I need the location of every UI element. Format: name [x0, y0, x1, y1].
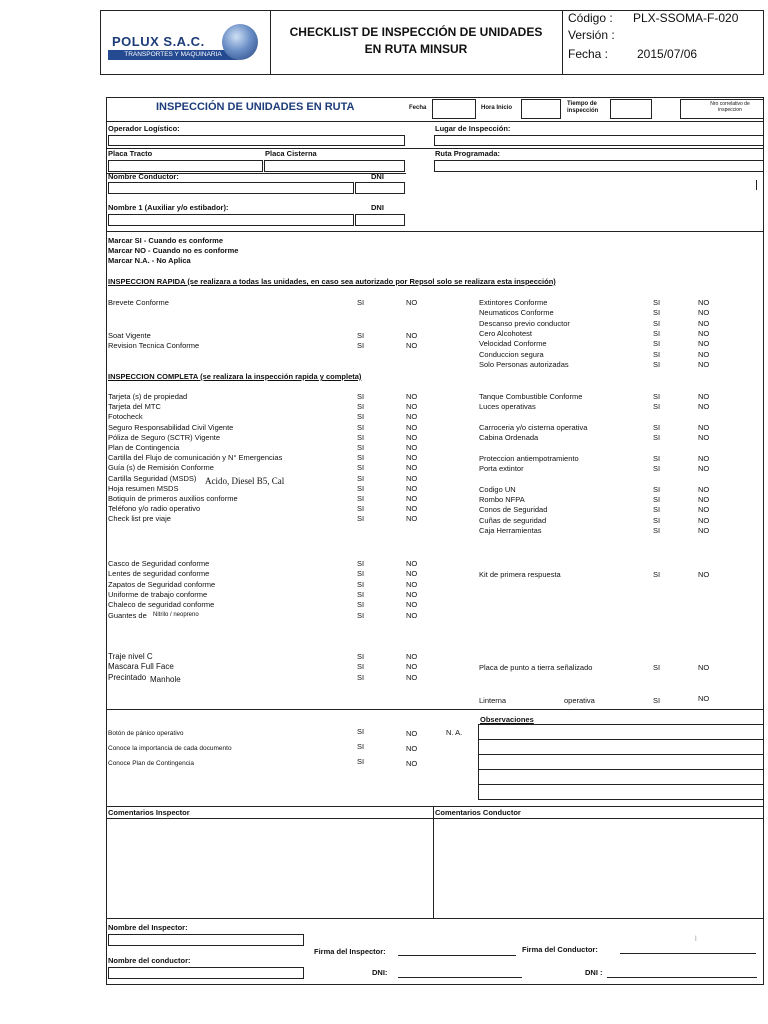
completa-right-item-label: Caja Herramientas [479, 526, 542, 535]
completa-left-item-no: NO [406, 392, 418, 401]
kit-no: NO [698, 570, 710, 579]
marcar-no-text: Marcar NO - Cuando no es conforme [108, 246, 239, 255]
traje-item-no: NO [406, 662, 418, 672]
placa-no: NO [698, 663, 710, 672]
hora-inicio-input[interactable] [521, 99, 561, 119]
completa-left-item-label: Póliza de Seguro (SCTR) Vigente [108, 432, 221, 442]
divider [106, 231, 764, 232]
company-subtitle: TRANSPORTES Y MAQUINARIA [108, 50, 238, 60]
completa-left-item-si: SI [357, 494, 365, 503]
completa-left-item-no: NO [406, 443, 418, 452]
completa-left-item-label: Tarjeta (s) de propiedad [108, 392, 188, 401]
firma-inspector-line[interactable] [398, 955, 516, 956]
epp-item-label: Chaleco de seguridad conforme [108, 600, 215, 610]
epp-item-no: NO [406, 559, 418, 568]
company-name: POLUX S.A.C. [112, 34, 205, 49]
header-divider-2 [562, 10, 563, 75]
placa-si: SI [653, 663, 661, 672]
precintado-note: Manhole [150, 675, 181, 684]
nombre-inspector-input[interactable] [108, 934, 304, 946]
completa-left-item-si: SI [357, 463, 365, 473]
observaciones-label: Observaciones [480, 715, 534, 724]
tiempo-label: Tiempo de inspección [567, 101, 599, 114]
completa-left-item-si: SI [357, 504, 365, 514]
rapida-right-item-label: Conduccion segura [479, 349, 544, 359]
linterna-si: SI [653, 696, 661, 705]
codigo-label: Código : [568, 11, 613, 25]
divider [106, 709, 764, 710]
completa-left-item-no: NO [406, 514, 418, 524]
lugar-input[interactable] [434, 135, 764, 146]
completa-left-item-label: Botiquín de primeros auxilios conforme [108, 494, 238, 503]
completa-left-item-no: NO [406, 432, 418, 442]
rapida-left-item-no: NO [406, 331, 418, 340]
completa-right-item-label: Cabina Ordenada [479, 433, 539, 442]
rapida-right-item-si: SI [653, 349, 661, 359]
conductor-dni-input[interactable] [355, 182, 405, 194]
completa-right-item-no: NO [698, 433, 710, 442]
final-item-label: Botón de pánico operativo [108, 730, 184, 737]
completa-right-item-label: Luces operativas [479, 402, 536, 411]
auxiliar-input[interactable] [108, 214, 354, 226]
completa-right-item-label: Conos de Seguridad [479, 505, 548, 514]
placa-cisterna-input[interactable] [264, 160, 405, 172]
divider [106, 121, 764, 122]
auxiliar-dni-input[interactable] [355, 214, 405, 226]
completa-left-item-label: Tarjeta del MTC [108, 402, 161, 412]
version-label: Versión : [568, 28, 615, 42]
epp-item-label: Uniforme de trabajo conforme [108, 589, 208, 599]
completa-right-item-label: Tanque Combustible Conforme [479, 392, 583, 401]
dni-inspector-label: DNI: [372, 968, 388, 977]
completa-right-item-label: Codigo UN [479, 485, 516, 494]
dni-label: DNI [371, 203, 384, 212]
comentarios-inspector-area[interactable] [108, 820, 432, 916]
globe-logo-icon [222, 24, 258, 60]
completa-left-item-label: Hoja resumen MSDS [108, 483, 179, 493]
completa-left-item-label: Fotocheck [108, 412, 143, 422]
traje-item-label: Traje nivel C [108, 652, 153, 661]
final-item-si: SI [357, 727, 365, 736]
rapida-right-item-si: SI [653, 298, 661, 307]
epp-item-si: SI [357, 600, 365, 610]
epp-item-si: SI [357, 610, 365, 620]
guantes-note: Nitrilo / neopreno [153, 612, 199, 618]
completa-left-item-si: SI [357, 514, 365, 524]
placa-tracto-label: Placa Tracto [108, 149, 153, 158]
completa-right-item-si: SI [653, 433, 661, 442]
traje-item-si: SI [357, 652, 365, 661]
completa-right-item-no: NO [698, 495, 710, 504]
completa-left-item-label: Cartilla del Flujo de comunicación y N° Emergencias [108, 453, 283, 463]
rapida-left-item-label: Soat Vigente [108, 331, 151, 340]
lugar-label: Lugar de Inspección: [435, 124, 511, 133]
completa-right-item-no: NO [698, 505, 710, 514]
dni-label: DNI [371, 172, 384, 181]
divider [478, 754, 764, 755]
placa-label: Placa de punto a tierra señalizado [479, 663, 593, 672]
firma-conductor-label: Firma del Conductor: [522, 945, 598, 954]
epp-item-label: Zapatos de Seguridad conforme [108, 579, 216, 589]
divider [478, 739, 764, 740]
rapida-right-item-no: NO [698, 308, 710, 318]
divider [478, 784, 764, 785]
traje-item-no: NO [406, 672, 418, 682]
divider [106, 818, 764, 819]
rapida-left-item-label: Revision Tecnica Conforme [108, 341, 200, 350]
marcar-na-text: Marcar N.A. - No Aplica [108, 256, 191, 265]
rapida-right-item-no: NO [698, 359, 710, 369]
conductor-label: Nombre Conductor: [108, 172, 179, 181]
completa-right-item-no: NO [698, 526, 710, 535]
epp-item-no: NO [406, 569, 418, 579]
final-item-label: Conoce la importancia de cada documento [108, 745, 232, 752]
na-label: N. A. [446, 728, 463, 737]
comentarios-inspector-label: Comentarios Inspector [108, 808, 190, 817]
completa-right-item-label: Carroceria y/o cisterna operativa [479, 423, 588, 432]
completa-right-item-no: NO [698, 402, 710, 411]
completa-right-item-no: NO [698, 516, 710, 525]
completa-right-item-no: NO [698, 454, 710, 463]
rapida-left-item-si: SI [357, 298, 365, 307]
completa-right-item-si: SI [653, 392, 661, 401]
codigo-value: PLX-SSOMA-F-020 [633, 11, 739, 25]
rapida-right-item-no: NO [698, 349, 710, 359]
section-title: INSPECCIÓN DE UNIDADES EN RUTA [156, 101, 355, 113]
rapida-title: INSPECCION RAPIDA (se realizara a todas las unidades, en caso sea autorizado por Repsol solo se realizara esta inspección) [108, 277, 556, 286]
completa-right-item-si: SI [653, 505, 661, 514]
final-item-no: NO [406, 729, 418, 738]
rapida-right-item-label: Extintores Conforme [479, 298, 548, 307]
linterna-no: NO [698, 694, 710, 703]
observaciones-box[interactable] [478, 724, 764, 800]
completa-left-item-label: Seguro Responsabilidad Civil Vigente [108, 422, 234, 432]
nombre-conductor-label: Nombre del conductor: [108, 956, 191, 965]
fecha-value: 2015/07/06 [637, 47, 698, 61]
msds-note: Acido, Diesel B5, Cal [205, 476, 285, 486]
completa-left-item-si: SI [357, 443, 365, 452]
divider [478, 769, 764, 770]
marcar-si-text: Marcar SI - Cuando es conforme [108, 236, 224, 245]
final-item-si: SI [357, 757, 365, 766]
completa-left-item-label: Guía (s) de Remisión Conforme [108, 463, 214, 473]
rapida-right-item-label: Descanso previo conductor [479, 318, 570, 328]
completa-right-item-si: SI [653, 485, 661, 494]
comentarios-conductor-area[interactable] [435, 820, 763, 916]
nombre-conductor-input[interactable] [108, 967, 304, 979]
conductor-input[interactable] [108, 182, 354, 194]
rapida-left-item-label: Brevete Conforme [108, 298, 169, 307]
completa-left-item-no: NO [406, 504, 418, 514]
placa-tracto-input[interactable] [108, 160, 263, 172]
comentarios-conductor-label: Comentarios Conductor [435, 808, 521, 817]
final-item-label: Conoce Plan de Contingencia [108, 760, 195, 767]
kit-label: Kit de primera respuesta [479, 570, 561, 579]
completa-right-item-no: NO [698, 423, 710, 432]
firma-conductor-line[interactable] [620, 953, 756, 954]
final-item-no: NO [406, 744, 418, 753]
nro-correlativo-label: Nro correlativo de inspeccion [710, 101, 750, 113]
completa-left-item-no: NO [406, 494, 418, 503]
completa-left-item-label: Teléfono y/o radio operativo [108, 504, 201, 514]
completa-left-item-si: SI [357, 402, 365, 412]
traje-item-si: SI [357, 662, 365, 672]
divider [433, 806, 434, 918]
firma-inspector-label: Firma del Inspector: [314, 947, 386, 956]
linterna-note: operativa [564, 696, 595, 705]
completa-right-item-no: NO [698, 392, 710, 401]
rapida-left-item-no: NO [406, 341, 418, 350]
traje-item-label: Precintado [108, 672, 147, 682]
fecha-input[interactable] [432, 99, 476, 119]
dni-conductor-label: DNI : [585, 968, 603, 977]
rapida-right-item-label: Cero Alcohotest [479, 328, 532, 338]
ruta-input[interactable] [434, 160, 764, 172]
completa-left-item-no: NO [406, 483, 418, 493]
final-item-si: SI [357, 742, 365, 751]
operador-input[interactable] [108, 135, 405, 146]
completa-left-item-label: Check list pre viaje [108, 514, 171, 524]
hora-inicio-label: Hora Inicio [481, 105, 513, 111]
completa-left-item-no: NO [406, 412, 418, 422]
dni-conductor-line[interactable] [607, 977, 757, 978]
tiempo-input[interactable] [610, 99, 652, 119]
completa-left-item-no: NO [406, 473, 418, 483]
final-item-no: NO [406, 759, 418, 768]
completa-right-item-label: Cuñas de seguridad [479, 516, 547, 525]
completa-right-item-label: Porta extintor [479, 464, 524, 473]
rapida-right-item-label: Velocidad Conforme [479, 339, 547, 349]
completa-left-item-si: SI [357, 432, 365, 442]
completa-left-item-no: NO [406, 402, 418, 412]
epp-item-no: NO [406, 610, 418, 620]
completa-title: INSPECCION COMPLETA (se realizara la inspección rapida y completa) [108, 372, 362, 381]
traje-item-no: NO [406, 652, 418, 661]
epp-item-si: SI [357, 569, 365, 579]
rapida-right-item-label: Solo Personas autorizadas [479, 359, 569, 369]
rapida-right-item-no: NO [698, 339, 710, 349]
rapida-right-item-no: NO [698, 318, 710, 328]
nombre-inspector-label: Nombre del Inspector: [108, 923, 188, 932]
epp-item-no: NO [406, 589, 418, 599]
rapida-left-item-no: NO [406, 298, 418, 307]
ruta-label: Ruta Programada: [435, 149, 501, 158]
completa-left-item-no: NO [406, 422, 418, 432]
placa-cisterna-label: Placa Cisterna [265, 149, 317, 158]
completa-left-item-si: SI [357, 412, 365, 422]
form-title: CHECKLIST DE INSPECCIÓN DE UNIDADES EN RUTA MINSUR [289, 25, 543, 56]
epp-item-label: Lentes de seguridad conforme [108, 569, 210, 579]
rapida-right-item-label: Neumaticos Conforme [479, 308, 554, 318]
rapida-right-item-si: SI [653, 328, 661, 338]
completa-right-item-si: SI [653, 402, 661, 411]
completa-left-item-label: Plan de Contingencia [108, 443, 180, 452]
rapida-right-item-si: SI [653, 339, 661, 349]
completa-left-item-si: SI [357, 473, 365, 483]
fecha-label: Fecha : [568, 47, 609, 61]
completa-right-item-si: SI [653, 526, 661, 535]
completa-left-item-si: SI [357, 392, 365, 401]
rapida-right-item-si: SI [653, 318, 661, 328]
firma-mark: l [695, 934, 697, 943]
completa-left-item-no: NO [406, 453, 418, 463]
completa-right-item-si: SI [653, 423, 661, 432]
epp-item-no: NO [406, 600, 418, 610]
epp-item-si: SI [357, 579, 365, 589]
traje-item-si: SI [357, 672, 365, 682]
completa-right-item-no: NO [698, 485, 710, 494]
completa-right-item-no: NO [698, 464, 710, 473]
completa-left-item-si: SI [357, 483, 365, 493]
rapida-left-item-si: SI [357, 341, 365, 350]
divider [756, 180, 757, 190]
rapida-left-item-si: SI [357, 331, 365, 340]
rapida-right-item-no: NO [698, 298, 710, 307]
epp-item-label: Casco de Seguridad conforme [108, 559, 210, 568]
fecha-field-label: Fecha [409, 105, 427, 111]
operador-label: Operador Logístico: [108, 124, 180, 133]
rapida-right-item-si: SI [653, 308, 661, 318]
divider [106, 918, 764, 919]
company-logo [104, 12, 270, 75]
dni-inspector-line[interactable] [398, 977, 522, 978]
epp-item-no: NO [406, 579, 418, 589]
completa-right-item-si: SI [653, 495, 661, 504]
rapida-right-item-si: SI [653, 359, 661, 369]
completa-left-item-si: SI [357, 453, 365, 463]
kit-si: SI [653, 570, 661, 579]
linterna-label: Linterna [479, 696, 507, 705]
divider [106, 806, 764, 807]
header-divider-1 [270, 10, 271, 75]
completa-right-item-si: SI [653, 454, 661, 463]
rapida-right-item-no: NO [698, 328, 710, 338]
completa-right-item-label: Rombo NFPA [479, 495, 525, 504]
completa-left-item-no: NO [406, 463, 418, 473]
completa-right-item-si: SI [653, 464, 661, 473]
epp-item-si: SI [357, 589, 365, 599]
epp-item-si: SI [357, 559, 365, 568]
completa-left-item-si: SI [357, 422, 365, 432]
completa-right-item-si: SI [653, 516, 661, 525]
epp-item-label: Guantes de [108, 610, 147, 620]
completa-right-item-label: Proteccion antiempotramiento [479, 454, 579, 463]
completa-left-item-label: Cartilla Seguridad (MSDS) [108, 473, 197, 483]
auxiliar-label: Nombre 1 (Auxiliar y/o estibador): [108, 203, 229, 212]
traje-item-label: Mascara Full Face [108, 662, 174, 672]
